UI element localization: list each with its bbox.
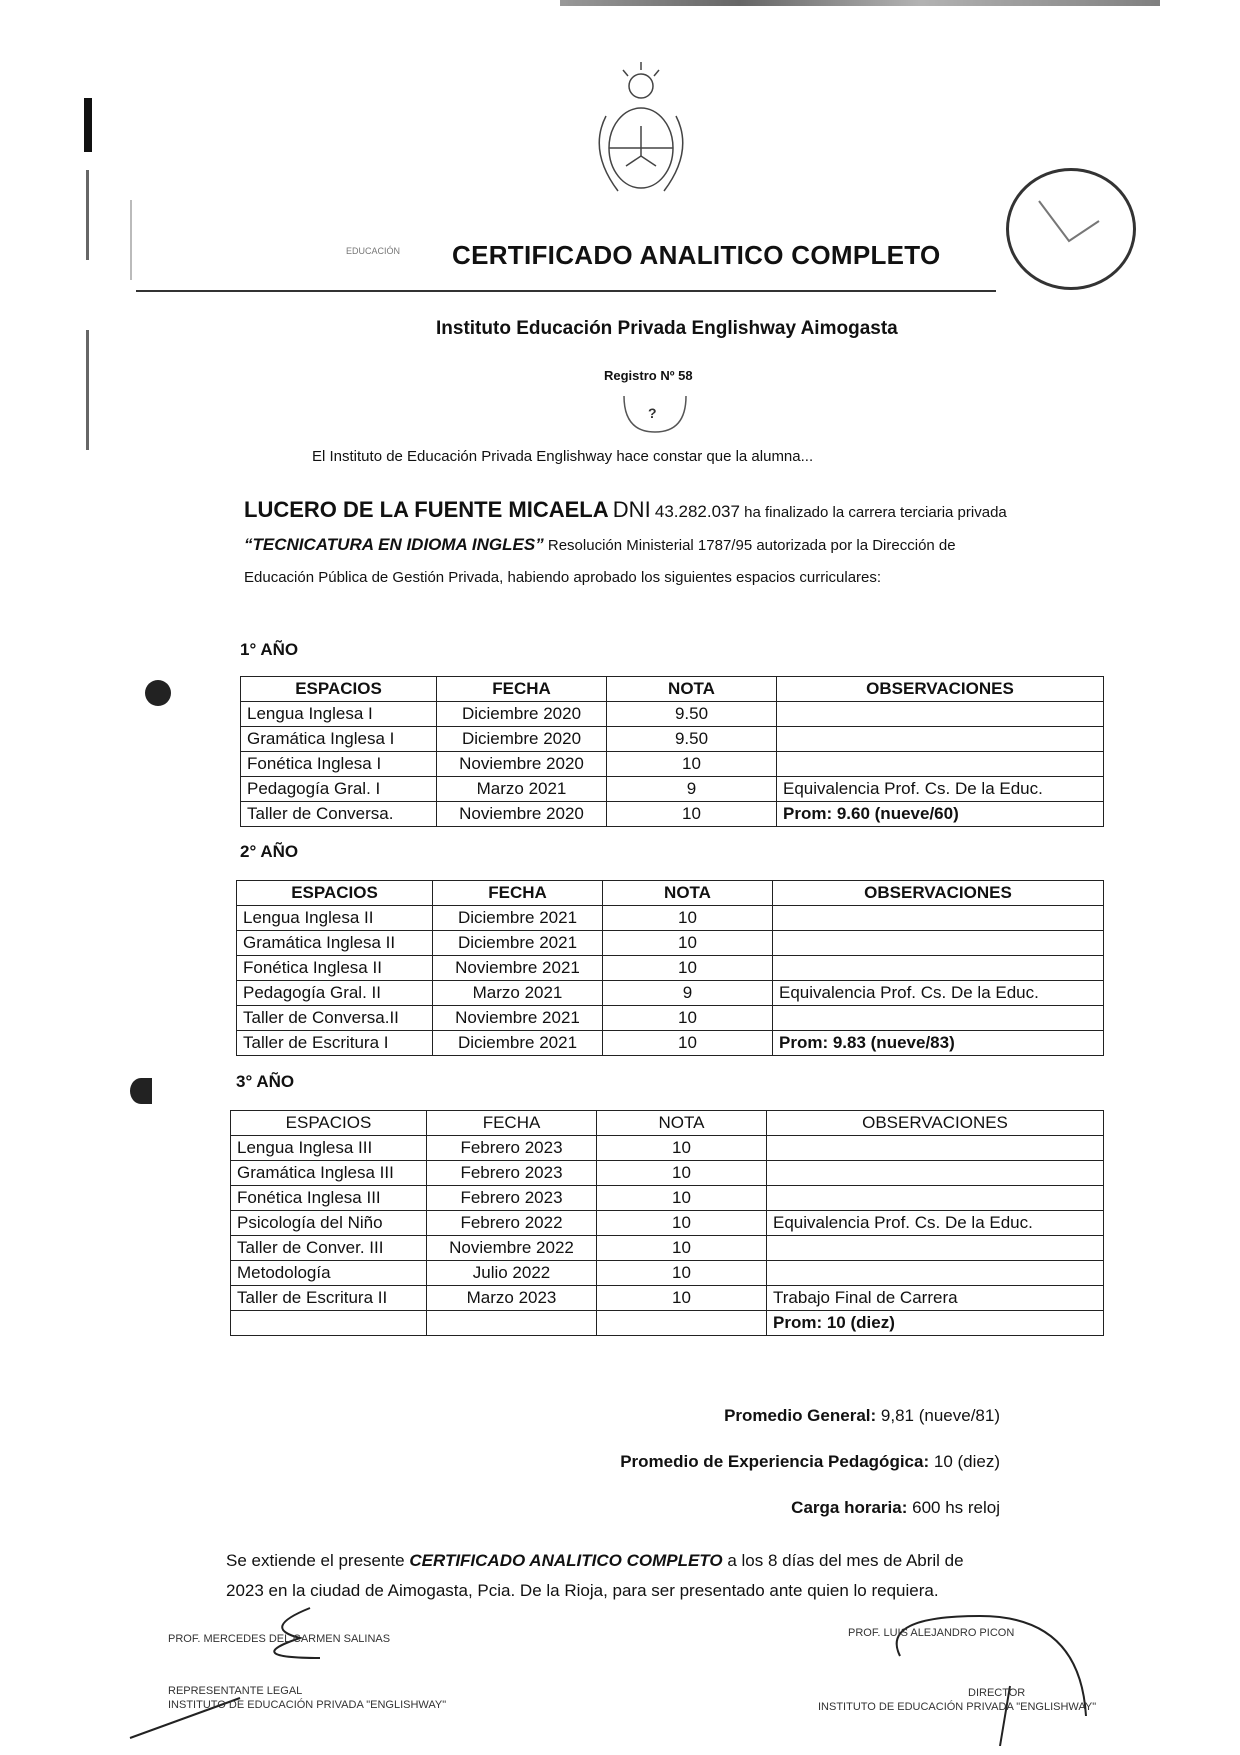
grades-table-year-3 xyxy=(230,1110,1104,1336)
cell-obs xyxy=(777,752,1104,777)
table-row xyxy=(237,906,1104,931)
table-row xyxy=(241,777,1104,802)
cell-obs xyxy=(767,1161,1104,1186)
promedio-general-value: 9,81 (nueve/81) xyxy=(880,1406,1000,1425)
dni-label: DNI xyxy=(612,497,651,522)
grades-table-year-2 xyxy=(236,880,1104,1056)
table-row xyxy=(237,981,1104,1006)
cell-espacio: Taller de Conversa. xyxy=(241,802,437,827)
cell-nota: 10 xyxy=(603,1031,773,1056)
cell-obs xyxy=(777,702,1104,727)
table-header-row xyxy=(241,677,1104,702)
table-row xyxy=(237,1006,1104,1031)
table-row xyxy=(241,727,1104,752)
cell-nota: 10 xyxy=(603,1006,773,1031)
table-row xyxy=(231,1236,1104,1261)
cell-nota: 10 xyxy=(597,1261,767,1286)
scan-speck xyxy=(86,330,89,450)
cell-espacio: Pedagogía Gral. I xyxy=(241,777,437,802)
table-row xyxy=(237,931,1104,956)
cell-fecha: Marzo 2023 xyxy=(427,1286,597,1311)
promedio-general xyxy=(724,1406,1000,1426)
document-title: CERTIFICADO ANALITICO COMPLETO xyxy=(452,240,941,270)
cell-fecha: Marzo 2021 xyxy=(433,981,603,1006)
cell-obs: Prom: 9.83 (nueve/83) xyxy=(773,1031,1104,1056)
cell-espacio: Pedagogía Gral. II xyxy=(237,981,433,1006)
cell-espacio: Gramática Inglesa I xyxy=(241,727,437,752)
cell-fecha: Febrero 2023 xyxy=(427,1161,597,1186)
year-label-1: 1° AÑO xyxy=(240,640,299,659)
certificate-body xyxy=(244,494,1014,594)
cell-obs xyxy=(767,1136,1104,1161)
cell-obs: Trabajo Final de Carrera xyxy=(767,1286,1104,1311)
cell-espacio: Gramática Inglesa II xyxy=(237,931,433,956)
table-row xyxy=(237,1031,1104,1056)
coat-of-arms-icon xyxy=(578,56,704,206)
closing-text-2: a los 8 días del mes de Abril de 2023 en la ciudad de Aimogasta, Pcia. De la Rioja, para ser presentado ante quien lo requiera. xyxy=(226,1551,964,1600)
cell-obs: Prom: 10 (diez) xyxy=(767,1311,1104,1336)
cell-fecha: Marzo 2021 xyxy=(437,777,607,802)
table-row xyxy=(241,802,1104,827)
faint-logo xyxy=(130,200,252,280)
cell-nota: 10 xyxy=(603,956,773,981)
career-name: “TECNICATURA EN IDIOMA INGLES” xyxy=(244,535,544,554)
cell-espacio: Fonética Inglesa III xyxy=(231,1186,427,1211)
year-label-3: 3° AÑO xyxy=(236,1072,295,1091)
closing-text-1: Se extiende el presente xyxy=(226,1551,405,1570)
signature-right xyxy=(818,1626,1096,1714)
cell-obs xyxy=(767,1261,1104,1286)
signature-right-role: DIRECTOR xyxy=(968,1687,1026,1699)
cell-nota: 9 xyxy=(603,981,773,1006)
education-logo: EDUCACIÓN xyxy=(346,246,401,256)
col-espacios: ESPACIOS xyxy=(241,677,437,702)
body-text-2: Resolución Ministerial 1787/95 autorizada por la Dirección de Educación Pública de Gestión Privada, habiendo aprobado los siguientes espacios curriculares: xyxy=(244,537,956,586)
cell-espacio: Taller de Escritura I xyxy=(237,1031,433,1056)
cell-espacio: Fonética Inglesa II xyxy=(237,956,433,981)
signature-right-inst: INSTITUTO DE EDUCACIÓN PRIVADA "ENGLISHWAY" xyxy=(818,1701,1097,1713)
cell-espacio: Taller de Conver. III xyxy=(231,1236,427,1261)
table-row xyxy=(231,1311,1104,1336)
scan-edge xyxy=(560,0,1160,6)
cell-nota: 10 xyxy=(603,931,773,956)
cell-fecha xyxy=(427,1311,597,1336)
carga-horaria xyxy=(791,1498,1000,1518)
table-row xyxy=(237,956,1104,981)
cell-obs xyxy=(767,1236,1104,1261)
cell-fecha: Diciembre 2020 xyxy=(437,727,607,752)
cell-fecha: Noviembre 2020 xyxy=(437,802,607,827)
scan-speck xyxy=(86,170,89,260)
table-row xyxy=(231,1211,1104,1236)
col-espacios: ESPACIOS xyxy=(237,881,433,906)
cell-fecha: Diciembre 2020 xyxy=(437,702,607,727)
cell-espacio xyxy=(231,1311,427,1336)
cell-nota: 10 xyxy=(607,752,777,777)
cell-fecha: Diciembre 2021 xyxy=(433,931,603,956)
cell-fecha: Noviembre 2021 xyxy=(433,1006,603,1031)
intro-text: El Instituto de Educación Privada Englishway hace constar que la alumna... xyxy=(312,448,814,465)
cell-espacio: Metodología xyxy=(231,1261,427,1286)
cell-espacio: Lengua Inglesa II xyxy=(237,906,433,931)
promedio-pedagogica-label: Promedio de Experiencia Pedagógica: xyxy=(620,1452,930,1471)
cell-nota: 9.50 xyxy=(607,727,777,752)
cell-obs: Equivalencia Prof. Cs. De la Educ. xyxy=(767,1211,1104,1236)
cell-espacio: Lengua Inglesa I xyxy=(241,702,437,727)
table-row xyxy=(231,1136,1104,1161)
cell-nota: 10 xyxy=(597,1186,767,1211)
col-observaciones: OBSERVACIONES xyxy=(773,881,1104,906)
body-text-1: ha finalizado la carrera terciaria privada xyxy=(744,504,1007,521)
cell-fecha: Febrero 2022 xyxy=(427,1211,597,1236)
col-observaciones: OBSERVACIONES xyxy=(777,677,1104,702)
cell-obs: Equivalencia Prof. Cs. De la Educ. xyxy=(773,981,1104,1006)
signature-left-role: REPRESENTANTE LEGAL xyxy=(168,1685,303,1697)
cell-obs: Prom: 9.60 (nueve/60) xyxy=(777,802,1104,827)
col-observaciones: OBSERVACIONES xyxy=(767,1111,1104,1136)
small-seal-icon xyxy=(620,392,690,436)
promedio-pedagogica xyxy=(620,1452,1000,1472)
year-label-2: 2° AÑO xyxy=(240,842,299,861)
cell-nota: 9 xyxy=(607,777,777,802)
signature-left-name: PROF. MERCEDES DEL CARMEN SALINAS xyxy=(168,1633,391,1645)
table-header-row xyxy=(237,881,1104,906)
cell-obs: Equivalencia Prof. Cs. De la Educ. xyxy=(777,777,1104,802)
cell-obs xyxy=(773,956,1104,981)
col-nota: NOTA xyxy=(607,677,777,702)
cell-espacio: Taller de Escritura II xyxy=(231,1286,427,1311)
cell-nota: 9.50 xyxy=(607,702,777,727)
closing-doc-name: CERTIFICADO ANALITICO COMPLETO xyxy=(409,1551,723,1570)
registro-number: Registro Nº 58 xyxy=(604,368,693,383)
cell-fecha: Noviembre 2021 xyxy=(433,956,603,981)
svg-text:?: ? xyxy=(648,405,657,421)
carga-horaria-label: Carga horaria: xyxy=(791,1498,908,1517)
table-header-row xyxy=(231,1111,1104,1136)
table-row xyxy=(231,1286,1104,1311)
cell-obs xyxy=(773,931,1104,956)
col-nota: NOTA xyxy=(597,1111,767,1136)
dni-number: 43.282.037 xyxy=(654,502,740,521)
cell-nota: 10 xyxy=(597,1136,767,1161)
table-row xyxy=(241,752,1104,777)
cell-fecha: Julio 2022 xyxy=(427,1261,597,1286)
cell-fecha: Diciembre 2021 xyxy=(433,906,603,931)
cell-fecha: Diciembre 2021 xyxy=(433,1031,603,1056)
cell-fecha: Noviembre 2020 xyxy=(437,752,607,777)
student-name: LUCERO DE LA FUENTE MICAELA xyxy=(244,497,609,522)
carga-horaria-value: 600 hs reloj xyxy=(912,1498,1000,1517)
col-fecha: FECHA xyxy=(427,1111,597,1136)
punch-hole xyxy=(130,1078,152,1104)
cell-nota: 10 xyxy=(597,1161,767,1186)
punch-hole xyxy=(145,680,171,706)
institute-name: Instituto Educación Privada Englishway Aimogasta xyxy=(436,318,898,339)
table-row xyxy=(241,702,1104,727)
col-fecha: FECHA xyxy=(437,677,607,702)
cell-nota: 10 xyxy=(597,1236,767,1261)
col-espacios: ESPACIOS xyxy=(231,1111,427,1136)
cell-nota: 10 xyxy=(597,1286,767,1311)
cell-nota: 10 xyxy=(607,802,777,827)
cell-obs xyxy=(767,1186,1104,1211)
cell-espacio: Taller de Conversa.II xyxy=(237,1006,433,1031)
seal-stamp-icon xyxy=(1006,168,1136,290)
cell-nota xyxy=(597,1311,767,1336)
promedio-general-label: Promedio General: xyxy=(724,1406,877,1425)
cell-nota: 10 xyxy=(603,906,773,931)
cell-espacio: Gramática Inglesa III xyxy=(231,1161,427,1186)
scan-mark xyxy=(84,98,92,152)
table-row xyxy=(231,1261,1104,1286)
grades-table-year-1 xyxy=(240,676,1104,827)
divider xyxy=(136,290,996,292)
cell-espacio: Lengua Inglesa III xyxy=(231,1136,427,1161)
table-row xyxy=(231,1186,1104,1211)
promedio-pedagogica-value: 10 (diez) xyxy=(933,1452,1000,1471)
cell-espacio: Fonética Inglesa I xyxy=(241,752,437,777)
signature-left-inst: INSTITUTO DE EDUCACIÓN PRIVADA "ENGLISHWAY" xyxy=(168,1699,447,1711)
table-row xyxy=(231,1161,1104,1186)
col-nota: NOTA xyxy=(603,881,773,906)
cell-fecha: Noviembre 2022 xyxy=(427,1236,597,1261)
cell-fecha: Febrero 2023 xyxy=(427,1186,597,1211)
cell-obs xyxy=(773,906,1104,931)
signature-left xyxy=(168,1632,446,1712)
cell-fecha: Febrero 2023 xyxy=(427,1136,597,1161)
col-fecha: FECHA xyxy=(433,881,603,906)
signature-right-name: PROF. LUIS ALEJANDRO PICON xyxy=(848,1627,1015,1639)
cell-espacio: Psicología del Niño xyxy=(231,1211,427,1236)
cell-obs xyxy=(777,727,1104,752)
cell-obs xyxy=(773,1006,1104,1031)
cell-nota: 10 xyxy=(597,1211,767,1236)
